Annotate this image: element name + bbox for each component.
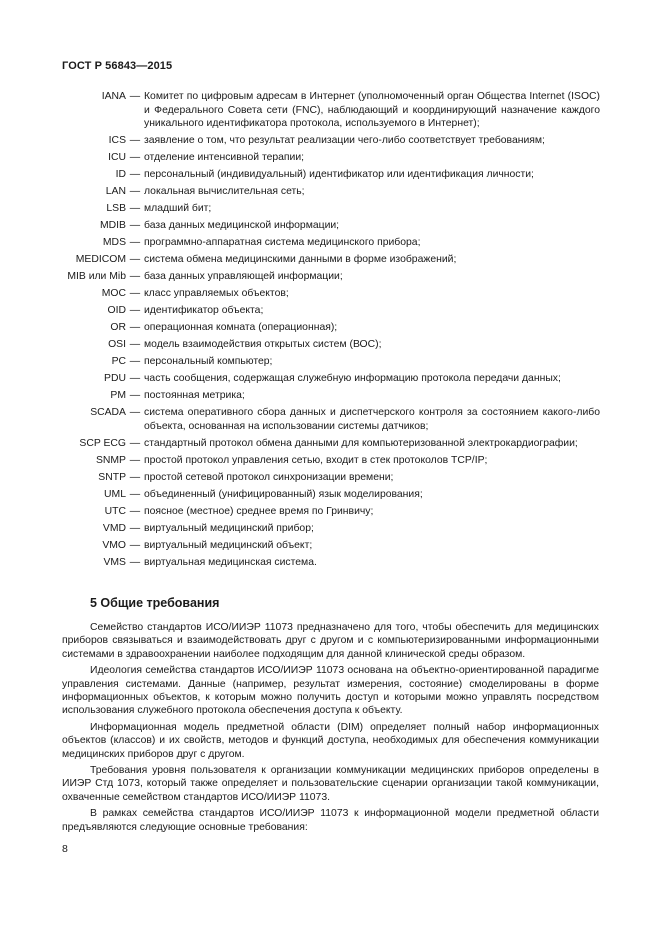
abbreviation-dash: —	[129, 237, 141, 248]
section-title: 5 Общие требования	[90, 596, 220, 610]
abbreviation-dash: —	[129, 373, 141, 384]
abbreviation-dash: —	[129, 505, 141, 517]
abbreviation-row	[0, 304, 661, 318]
abbreviation-term: SCP ECG	[79, 437, 126, 449]
abbreviation-row	[0, 454, 661, 468]
abbreviation-row	[0, 151, 661, 165]
abbreviation-definition: отделение интенсивной терапии;	[144, 152, 305, 163]
abbreviation-definition: часть сообщения, содержащая служебную информацию протокола передачи данных;	[144, 373, 561, 384]
abbreviation-dash: —	[129, 91, 141, 102]
abbreviation-term: ICS	[108, 135, 126, 146]
abbreviation-definition: заявление о том, что результат реализации чего-либо соответствует требованиям;	[144, 135, 545, 146]
abbreviation-term: MDS	[102, 237, 126, 248]
body-paragraph: Идеология семейства стандартов ИСО/ИИЭР 11073 основана на объектно-ориентированной парадигме управления системами. Данные (например, результат измерения, состояние) смоделированы в форме информационных объектов, к которым можно получить доступ и которыми можно управлять посредством использования служебного протокола обеспечения доступа к объекту.	[62, 665, 599, 717]
abbreviation-definition: система обмена медицинскими данными в форме изображений;	[144, 254, 457, 265]
abbreviation-definition: виртуальный медицинский прибор;	[144, 522, 314, 534]
abbreviation-term: IANA	[101, 91, 126, 102]
abbreviation-row	[0, 287, 661, 301]
abbreviation-dash: —	[129, 220, 141, 231]
abbreviation-list	[0, 90, 661, 573]
abbreviation-dash: —	[129, 539, 141, 551]
abbreviation-dash: —	[129, 471, 141, 483]
abbreviation-row	[0, 90, 661, 131]
abbreviation-term: OR	[110, 322, 126, 333]
abbreviation-row	[0, 253, 661, 267]
abbreviation-dash: —	[129, 288, 141, 299]
abbreviation-term: OSI	[108, 339, 126, 350]
abbreviation-row	[0, 406, 661, 433]
abbreviation-dash: —	[129, 454, 141, 466]
abbreviation-definition: младший бит;	[144, 203, 212, 214]
abbreviation-definition: Комитет по цифровым адресам в Интернет (уполномоченный орган Общества Internet (ISOC) и Федерального Совета сети (FNC), наблюдающий и координирующий назначение каждого уникального идентификатора протокола, используемого в Интернет);	[144, 91, 600, 129]
abbreviation-row	[0, 270, 661, 284]
abbreviation-dash: —	[129, 271, 141, 282]
abbreviation-term: OID	[107, 305, 126, 316]
abbreviation-dash: —	[129, 135, 141, 146]
document-header: ГОСТ Р 56843—2015	[62, 60, 173, 72]
abbreviation-dash: —	[129, 254, 141, 265]
abbreviation-dash: —	[129, 339, 141, 350]
abbreviation-row	[0, 219, 661, 233]
abbreviation-definition: база данных медицинской информации;	[144, 220, 340, 231]
abbreviation-dash: —	[129, 305, 141, 316]
abbreviation-row	[0, 556, 661, 570]
abbreviation-definition: класс управляемых объектов;	[144, 288, 289, 299]
abbreviation-definition: виртуальный медицинский объект;	[144, 539, 313, 551]
abbreviation-row	[0, 321, 661, 335]
abbreviation-definition: система оперативного сбора данных и диспетчерского контроля за состоянием какого-либо объекта, основанная на использовании системы датчиков;	[144, 407, 600, 432]
abbreviation-dash: —	[129, 203, 141, 214]
abbreviation-definition: локальная вычислительная сеть;	[144, 186, 305, 197]
abbreviation-row	[0, 338, 661, 352]
body-paragraph: В рамках семейства стандартов ИСО/ИИЭР 11073 к информационной модели предметной области предъявляются следующие основные требования:	[62, 808, 599, 833]
abbreviation-definition: стандартный протокол обмена данными для компьютеризованной электрокардиографии;	[144, 437, 578, 449]
abbreviation-term: UML	[104, 488, 126, 500]
abbreviation-definition: объединенный (унифицированный) язык моделирования;	[144, 488, 423, 500]
abbreviation-term: LAN	[105, 186, 126, 197]
abbreviation-definition: поясное (местное) среднее время по Гринвичу;	[144, 505, 374, 517]
abbreviation-dash: —	[129, 186, 141, 197]
abbreviation-row	[0, 236, 661, 250]
abbreviation-term: LSB	[106, 203, 126, 214]
abbreviation-row	[0, 372, 661, 386]
abbreviation-definition: персональный (индивидуальный) идентификатор или идентификация личности;	[144, 169, 534, 180]
abbreviation-dash: —	[129, 322, 141, 333]
abbreviation-dash: —	[129, 488, 141, 500]
abbreviation-dash: —	[129, 152, 141, 163]
abbreviation-row	[0, 134, 661, 148]
abbreviation-row	[0, 437, 661, 451]
abbreviation-row	[0, 168, 661, 182]
body-paragraph: Семейство стандартов ИСО/ИИЭР 11073 предназначено для того, чтобы обеспечить для медицинских приборов связываться и взаимодействовать друг с другом и с компьютеризированными информационными системами в здравоохранении наиболее подходящим для данной клинической среды образом.	[62, 622, 599, 660]
abbreviation-term: MOC	[101, 288, 126, 299]
abbreviation-row	[0, 389, 661, 403]
abbreviation-dash: —	[129, 169, 141, 180]
body-paragraph: Информационная модель предметной области (DIM) определяет полный набор информационных объектов (классов) и их свойств, методов и функций доступа, необходимых для обеспечения коммуникации медицинских приборов друг с другом.	[62, 721, 599, 760]
abbreviation-term: VMO	[102, 539, 126, 551]
page-number: 8	[62, 843, 68, 855]
abbreviation-definition: простой протокол управления сетью, входит в стек протоколов TCP/IP;	[144, 454, 488, 466]
abbreviation-term: MDIB	[100, 220, 126, 231]
abbreviation-definition: операционная комната (операционная);	[144, 322, 338, 333]
abbreviation-term: VMS	[103, 556, 126, 568]
abbreviation-dash: —	[129, 407, 141, 418]
abbreviation-definition: программно-аппаратная система медицинского прибора;	[144, 237, 421, 248]
abbreviation-definition: персональный компьютер;	[144, 356, 273, 367]
abbreviation-term: PC	[111, 356, 126, 367]
abbreviation-definition: модель взаимодействия открытых систем (ВОС);	[144, 339, 382, 350]
abbreviation-term: SNMP	[95, 454, 126, 466]
body-paragraph: Требования уровня пользователя к организации коммуникации медицинских приборов определены в ИИЭР Стд 1073, который также определяет и пользовательские сценарии организации такой коммуникации, охваченные семейством стандартов ИСО/ИИЭР 11073.	[62, 765, 599, 803]
section-body	[62, 621, 599, 837]
abbreviation-dash: —	[129, 556, 141, 568]
abbreviation-term: PM	[110, 390, 126, 401]
abbreviation-definition: постоянная метрика;	[144, 390, 245, 401]
abbreviation-term: MIB или Mib	[67, 271, 126, 282]
abbreviation-row	[0, 471, 661, 485]
abbreviation-row	[0, 202, 661, 216]
abbreviation-term: MEDICOM	[75, 254, 126, 265]
abbreviation-term: PDU	[104, 373, 126, 384]
abbreviation-row	[0, 539, 661, 553]
abbreviation-term: UTC	[104, 505, 126, 517]
abbreviation-term: SNTP	[98, 471, 126, 483]
abbreviation-definition: виртуальная медицинская система.	[144, 556, 317, 568]
abbreviation-dash: —	[129, 522, 141, 534]
abbreviation-term: ICU	[108, 152, 126, 163]
abbreviation-dash: —	[129, 390, 141, 401]
abbreviation-term: VMD	[102, 522, 126, 534]
abbreviation-definition: база данных управляющей информации;	[144, 271, 343, 282]
abbreviation-dash: —	[129, 437, 141, 449]
abbreviation-term: ID	[115, 169, 126, 180]
abbreviation-row	[0, 355, 661, 369]
abbreviation-definition: идентификатор объекта;	[144, 305, 264, 316]
abbreviation-term: SCADA	[90, 407, 126, 418]
abbreviation-definition: простой сетевой протокол синхронизации времени;	[144, 471, 394, 483]
abbreviation-dash: —	[129, 356, 141, 367]
abbreviation-row	[0, 505, 661, 519]
abbreviation-row	[0, 185, 661, 199]
abbreviation-row	[0, 522, 661, 536]
abbreviation-row	[0, 488, 661, 502]
